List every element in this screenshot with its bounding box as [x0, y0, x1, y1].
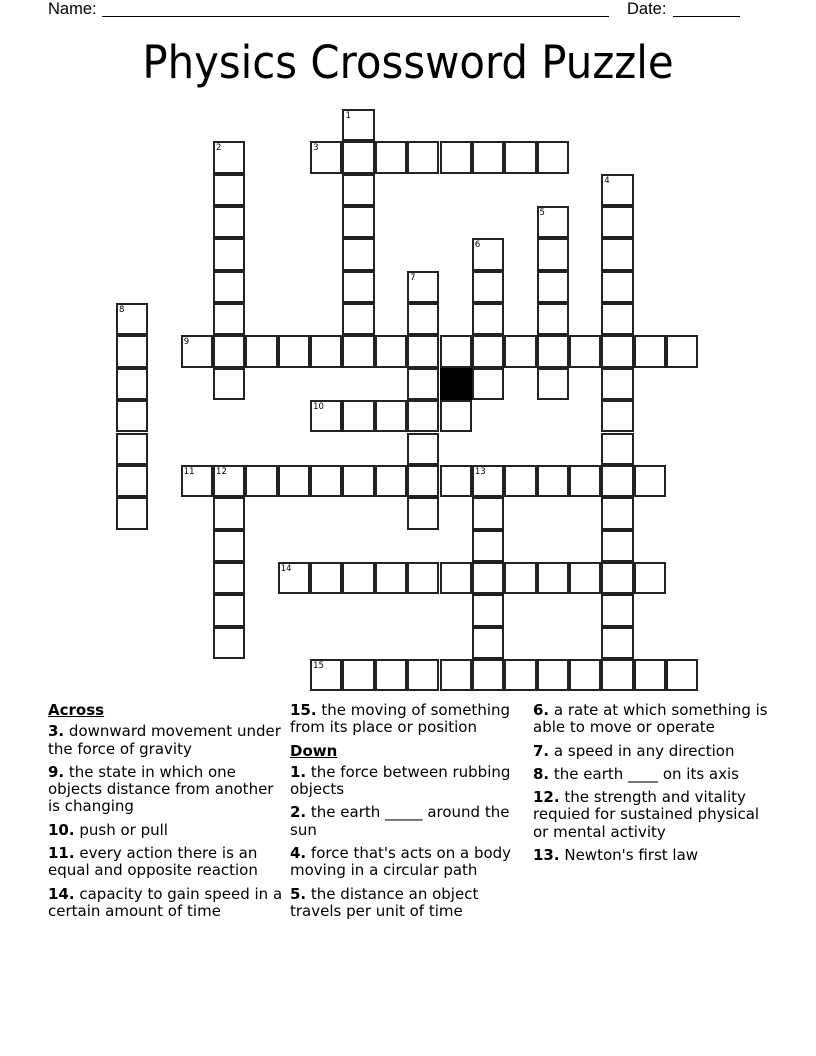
grid-cell[interactable] — [375, 141, 407, 173]
grid-cell[interactable] — [213, 368, 245, 400]
grid-cell[interactable] — [375, 659, 407, 691]
grid-cell[interactable] — [213, 303, 245, 335]
clue-number: 6. — [533, 701, 550, 719]
grid-cell[interactable] — [375, 562, 407, 594]
grid-cell[interactable] — [116, 303, 148, 335]
clue-number: 3. — [48, 722, 65, 741]
grid-cell[interactable] — [116, 433, 148, 465]
clue-down-4 — [290, 845, 530, 880]
grid-cell[interactable] — [537, 271, 569, 303]
name-label: Name: — [48, 0, 97, 18]
clue-number-label: 3 — [313, 143, 319, 154]
down-heading: Down — [290, 741, 338, 760]
grid-cell[interactable] — [407, 303, 439, 335]
grid-cell[interactable] — [213, 530, 245, 562]
clue-number-label: 8 — [119, 305, 125, 316]
clue-number: 8. — [533, 764, 550, 783]
grid-cell[interactable] — [181, 465, 213, 497]
clue-number: 12. — [533, 788, 560, 807]
grid-cell[interactable] — [537, 368, 569, 400]
clue-text: the strength and vitality requied for sustained physical or mental activity — [533, 788, 760, 841]
clue-number: 10. — [48, 820, 75, 839]
crossword-grid — [117, 110, 700, 693]
grid-cell[interactable] — [407, 368, 439, 400]
grid-cell[interactable] — [116, 368, 148, 400]
grid-cell[interactable] — [472, 627, 504, 659]
grid-cell[interactable] — [472, 141, 504, 173]
grid-cell[interactable] — [537, 303, 569, 335]
grid-cell[interactable] — [213, 594, 245, 626]
grid-cell[interactable] — [537, 335, 569, 367]
grid-cell[interactable] — [342, 271, 374, 303]
clue-across-10 — [48, 822, 288, 839]
clue-down-2 — [290, 804, 530, 839]
grid-cell[interactable] — [245, 335, 277, 367]
grid-cell[interactable] — [440, 562, 472, 594]
grid-cell[interactable] — [472, 594, 504, 626]
grid-cell[interactable] — [342, 335, 374, 367]
clue-text: the state in which one objects distance from another is changing — [48, 762, 274, 816]
clue-text: Newton's first law — [564, 846, 699, 865]
grid-cell[interactable] — [342, 109, 374, 141]
clue-down-12 — [533, 789, 778, 841]
clue-text: force that's acts on a body moving in a circular path — [290, 844, 512, 880]
grid-cell[interactable] — [342, 303, 374, 335]
clue-text: the force between rubbing objects — [290, 762, 511, 799]
grid-cell[interactable] — [213, 271, 245, 303]
grid-cell[interactable] — [407, 562, 439, 594]
grid-cell[interactable] — [440, 141, 472, 173]
grid-cell[interactable] — [601, 530, 633, 562]
grid-cell[interactable] — [342, 141, 374, 173]
clue-number: 9. — [48, 762, 65, 781]
grid-cell[interactable] — [569, 335, 601, 367]
grid-cell[interactable] — [601, 659, 633, 691]
grid-cell[interactable] — [310, 465, 342, 497]
grid-cell[interactable] — [504, 659, 536, 691]
clue-number-label: 4 — [604, 175, 610, 186]
grid-cell[interactable] — [601, 497, 633, 529]
grid-cell[interactable] — [537, 206, 569, 238]
grid-cell[interactable] — [213, 335, 245, 367]
grid-cell[interactable] — [310, 659, 342, 691]
date-label: Date: — [627, 0, 667, 18]
grid-cell[interactable] — [504, 562, 536, 594]
grid-cell[interactable] — [213, 562, 245, 594]
header — [48, 0, 748, 22]
grid-cell[interactable] — [342, 562, 374, 594]
clue-number-label: 11 — [183, 466, 195, 477]
grid-cell[interactable] — [601, 627, 633, 659]
grid-cell[interactable] — [634, 465, 666, 497]
grid-cell[interactable] — [375, 335, 407, 367]
clue-number-label: 14 — [280, 563, 292, 574]
grid-cell[interactable] — [472, 562, 504, 594]
grid-cell[interactable] — [634, 335, 666, 367]
grid-cell[interactable] — [310, 400, 342, 432]
grid-cell[interactable] — [213, 627, 245, 659]
grid-cell[interactable] — [601, 335, 633, 367]
clue-down-1 — [290, 764, 530, 799]
black-cell — [440, 368, 472, 400]
clue-text: the earth ____ on its axis — [553, 764, 739, 783]
clue-number-label: 15 — [313, 660, 324, 671]
clue-number: 14. — [48, 884, 75, 903]
grid-cell[interactable] — [472, 303, 504, 335]
grid-cell[interactable] — [407, 271, 439, 303]
grid-cell[interactable] — [245, 465, 277, 497]
clue-number-label: 6 — [474, 240, 481, 251]
grid-cell[interactable] — [601, 433, 633, 465]
clue-number-label: 2 — [216, 143, 222, 154]
grid-cell[interactable] — [181, 335, 213, 367]
grid-cell[interactable] — [472, 335, 504, 367]
grid-cell[interactable] — [116, 465, 148, 497]
clues-column-2 — [290, 702, 530, 926]
grid-cell[interactable] — [407, 141, 439, 173]
grid-cell[interactable] — [601, 174, 633, 206]
clue-down-8 — [533, 766, 778, 783]
clue-text: the earth _____ around the sun — [290, 803, 510, 839]
clue-number: 7. — [533, 741, 550, 760]
grid-cell[interactable] — [601, 465, 633, 497]
grid-cell[interactable] — [504, 465, 536, 497]
grid-cell[interactable] — [634, 659, 666, 691]
clue-across-3 — [48, 723, 288, 758]
clue-number: 2. — [290, 803, 307, 822]
clue-number: 11. — [48, 844, 75, 863]
grid-cell[interactable] — [504, 335, 536, 367]
grid-cell[interactable] — [601, 303, 633, 335]
clue-down-6 — [533, 702, 778, 737]
clue-number-label: 9 — [183, 337, 190, 348]
grid-cell[interactable] — [440, 659, 472, 691]
clue-text: push or pull — [79, 820, 168, 839]
grid-cell[interactable] — [342, 238, 374, 270]
date-field[interactable] — [673, 0, 740, 17]
grid-cell[interactable] — [504, 141, 536, 173]
grid-cell[interactable] — [375, 400, 407, 432]
grid-cell[interactable] — [407, 335, 439, 367]
grid-cell[interactable] — [601, 562, 633, 594]
clue-number-label: 10 — [313, 402, 324, 413]
grid-cell[interactable] — [666, 659, 698, 691]
clue-number: 5. — [290, 884, 307, 903]
clue-number: 4. — [290, 844, 307, 863]
clue-number-label: 12 — [216, 466, 227, 477]
grid-cell[interactable] — [375, 465, 407, 497]
grid-cell[interactable] — [407, 465, 439, 497]
grid-cell[interactable] — [407, 400, 439, 432]
grid-cell[interactable] — [537, 141, 569, 173]
grid-cell[interactable] — [440, 465, 472, 497]
grid-cell[interactable] — [537, 562, 569, 594]
grid-cell[interactable] — [601, 368, 633, 400]
grid-cell[interactable] — [472, 659, 504, 691]
grid-cell[interactable] — [278, 465, 310, 497]
clue-number: 13. — [533, 846, 560, 865]
clue-across-11 — [48, 845, 288, 880]
grid-cell[interactable] — [472, 238, 504, 270]
grid-cell[interactable] — [569, 562, 601, 594]
clue-text: downward movement under the force of gravity — [48, 722, 281, 758]
clue-number-label: 13 — [474, 466, 486, 477]
grid-cell[interactable] — [601, 271, 633, 303]
grid-cell[interactable] — [278, 335, 310, 367]
clue-down-7 — [533, 743, 778, 760]
clue-number: 1. — [290, 762, 307, 781]
clue-text: a rate at which something is able to move or operate — [533, 701, 768, 737]
clue-text: capacity to gain speed in a certain amount of time — [48, 884, 283, 920]
grid-cell[interactable] — [440, 400, 472, 432]
grid-cell[interactable] — [601, 206, 633, 238]
grid-cell[interactable] — [278, 562, 310, 594]
clue-text: a speed in any direction — [553, 741, 735, 760]
grid-cell[interactable] — [537, 465, 569, 497]
grid-cell[interactable] — [213, 497, 245, 529]
clue-text: the moving of something from its place or position — [290, 701, 511, 737]
grid-cell[interactable] — [472, 530, 504, 562]
grid-cell[interactable] — [569, 465, 601, 497]
grid-cell[interactable] — [407, 497, 439, 529]
clue-text: the distance an object travels per unit of time — [290, 884, 479, 920]
grid-cell[interactable] — [537, 238, 569, 270]
clue-number-label: 5 — [539, 208, 545, 219]
grid-cell[interactable] — [472, 271, 504, 303]
grid-cell[interactable] — [472, 497, 504, 529]
clue-down-13 — [533, 847, 778, 864]
page-title: Physics Crossword Puzzle — [142, 36, 674, 89]
grid-cell[interactable] — [407, 433, 439, 465]
grid-cell[interactable] — [116, 400, 148, 432]
clue-across-15 — [290, 702, 530, 737]
grid-cell[interactable] — [601, 400, 633, 432]
clue-across-9 — [48, 764, 288, 816]
grid-cell[interactable] — [537, 659, 569, 691]
grid-cell[interactable] — [213, 206, 245, 238]
grid-cell[interactable] — [116, 497, 148, 529]
grid-cell[interactable] — [472, 368, 504, 400]
grid-cell[interactable] — [472, 465, 504, 497]
name-field[interactable] — [102, 0, 609, 17]
clue-text: every action there is an equal and opposite reaction — [48, 844, 258, 880]
grid-cell[interactable] — [407, 659, 439, 691]
grid-cell[interactable] — [569, 659, 601, 691]
grid-cell[interactable] — [666, 335, 698, 367]
grid-cell[interactable] — [342, 174, 374, 206]
grid-cell[interactable] — [342, 400, 374, 432]
grid-cell[interactable] — [342, 659, 374, 691]
clues-column-3 — [533, 702, 778, 870]
grid-cell[interactable] — [213, 465, 245, 497]
grid-cell[interactable] — [213, 238, 245, 270]
grid-cell[interactable] — [440, 335, 472, 367]
grid-cell[interactable] — [634, 562, 666, 594]
clue-number: 15. — [290, 701, 317, 719]
grid-cell[interactable] — [310, 562, 342, 594]
clue-number-label: 7 — [410, 272, 416, 283]
clue-across-14 — [48, 886, 288, 921]
grid-cell[interactable] — [601, 594, 633, 626]
grid-cell[interactable] — [342, 206, 374, 238]
clues-column-1 — [48, 702, 288, 926]
across-heading: Across — [48, 701, 105, 719]
grid-cell[interactable] — [601, 238, 633, 270]
grid-cell[interactable] — [213, 174, 245, 206]
clue-down-5 — [290, 886, 530, 921]
clue-number-label: 1 — [345, 111, 351, 121]
grid-cell[interactable] — [310, 141, 342, 173]
grid-cell[interactable] — [213, 141, 245, 173]
grid-cell[interactable] — [310, 335, 342, 367]
grid-cell[interactable] — [342, 465, 374, 497]
grid-cell[interactable] — [116, 335, 148, 367]
